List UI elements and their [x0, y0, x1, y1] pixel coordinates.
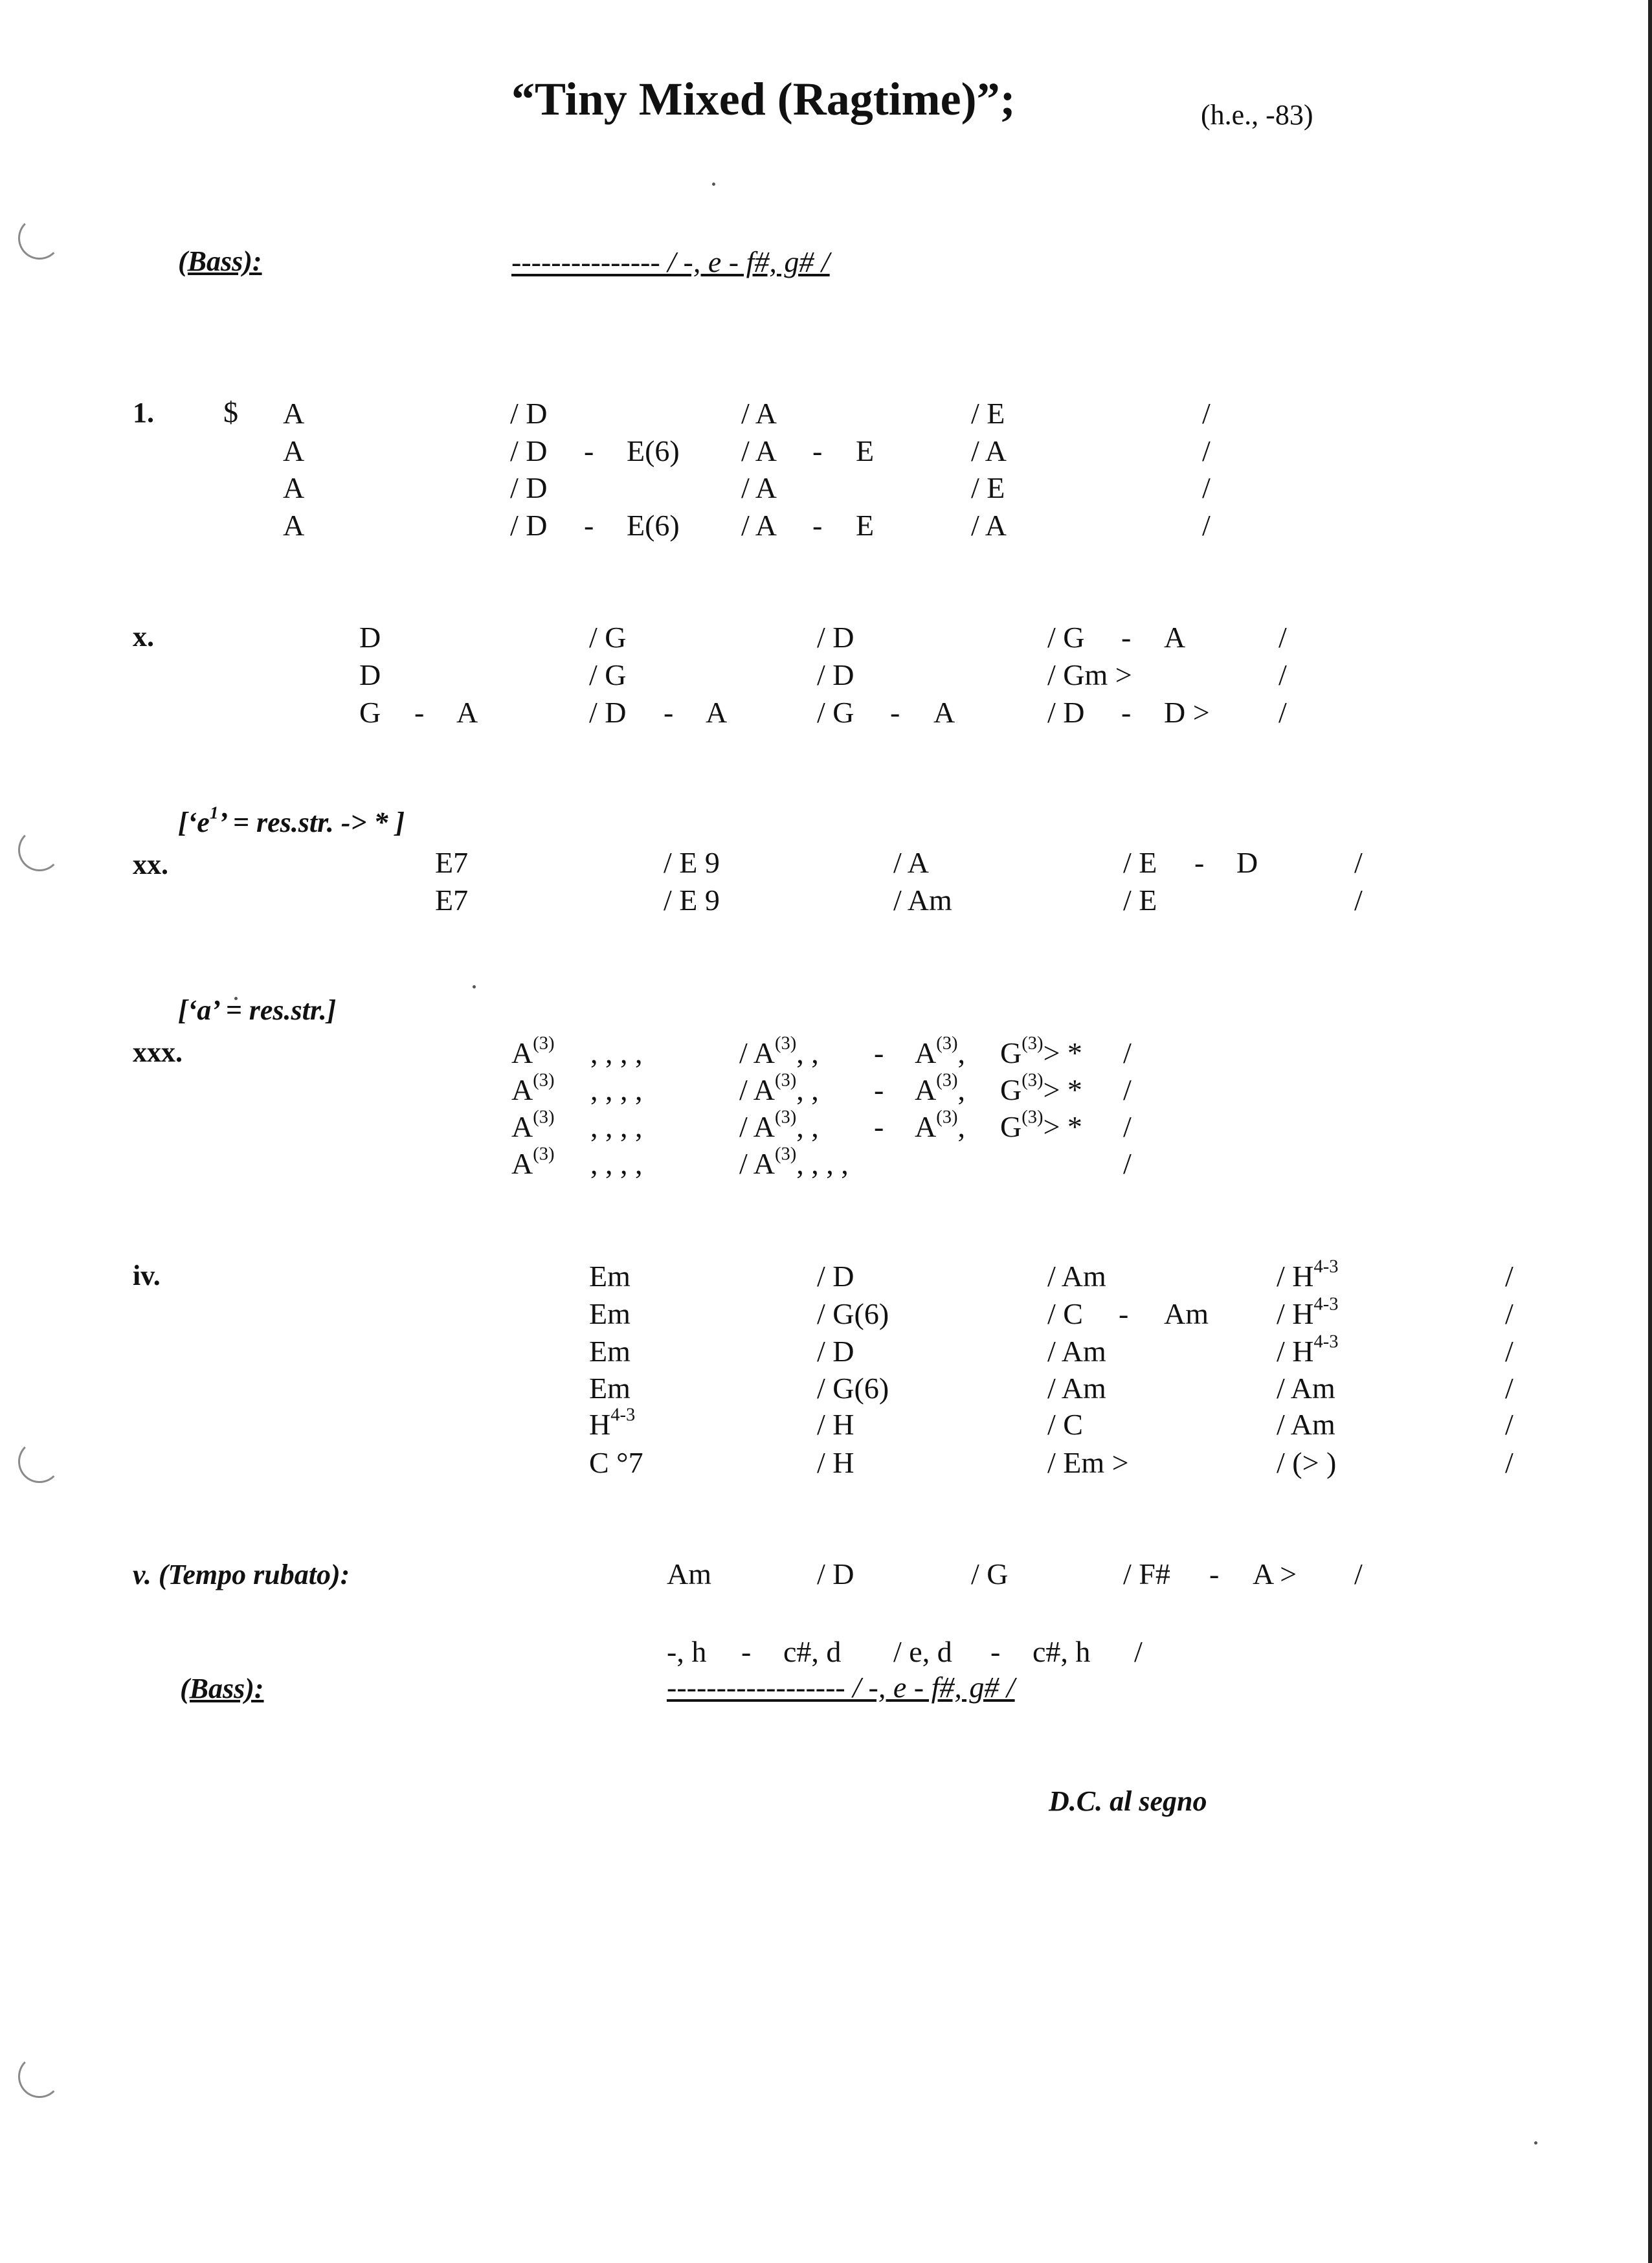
bar-line: / [1202, 434, 1211, 467]
chord: / Em > [1047, 1446, 1129, 1479]
dash: - [812, 434, 823, 467]
chord: / H [817, 1446, 854, 1479]
chord: $A^{(3)}$, [915, 1070, 965, 1106]
chord: A [706, 696, 728, 729]
chord: / A [893, 846, 929, 879]
chord: / D [817, 1557, 854, 1590]
chord: A [933, 696, 955, 729]
chord: / H [817, 1408, 854, 1441]
bar-line: / [1123, 1110, 1132, 1143]
chord: / (> ) [1277, 1446, 1337, 1479]
bar-line: / [1505, 1408, 1513, 1441]
dash: - [664, 696, 674, 729]
chord: Em [589, 1260, 631, 1293]
bar-line: / [1134, 1635, 1143, 1668]
punch-hole-mark [18, 217, 61, 260]
chord: / D [817, 1335, 854, 1368]
chord: E [856, 509, 875, 542]
dash: - [1194, 846, 1205, 879]
section-label: x. [133, 621, 154, 652]
chord: / G(6) [817, 1372, 889, 1405]
chord: Em [589, 1297, 631, 1330]
bar-line: / [1123, 1036, 1132, 1069]
chord: D [1236, 846, 1258, 879]
chord: D > [1164, 696, 1210, 729]
chord: / D [510, 471, 548, 504]
bar-line: / [1505, 1335, 1513, 1368]
chord: A > [1253, 1557, 1297, 1590]
dash: - [1121, 696, 1132, 729]
chord: / G [817, 696, 854, 729]
section-label: iv. [133, 1260, 161, 1291]
bar-line: / [1505, 1297, 1513, 1330]
chord: Em [589, 1335, 631, 1368]
punch-hole-mark [18, 2055, 61, 2098]
chord: / A [741, 397, 777, 430]
dash: - [890, 696, 900, 729]
chord: / A [741, 471, 777, 504]
bass-label: (Bass): [178, 245, 262, 277]
chord: E7 [435, 884, 469, 917]
dash: - [1119, 1297, 1129, 1330]
section-note: [‘$e^1$’ = res.str. -> * ] [178, 803, 405, 838]
scan-speck [473, 985, 476, 988]
page-title: “Tiny Mixed (Ragtime)”; [511, 73, 1016, 125]
section-label: xxx. [133, 1036, 183, 1068]
chord: / $H^{4-3}$ [1277, 1294, 1339, 1330]
chord: E7 [435, 846, 469, 879]
chord: G [359, 696, 381, 729]
chord: / Gm > [1047, 658, 1132, 691]
chord: A [456, 696, 478, 729]
dash: - [1121, 621, 1132, 654]
chord: / Am [893, 884, 952, 917]
chord: / A [971, 434, 1007, 467]
bar-line: / [1123, 1147, 1132, 1180]
repeat-commas: , , , , [590, 1110, 643, 1143]
chord: $A^{(3)}$ [511, 1033, 555, 1069]
chord: / E [1123, 884, 1157, 917]
chord: / A [741, 434, 777, 467]
chord: / Am [1047, 1335, 1106, 1368]
chord: / Am [1047, 1372, 1106, 1405]
dash: - [584, 509, 594, 542]
chord: / D [510, 509, 548, 542]
chord: / Am [1277, 1408, 1335, 1441]
chord: / D [817, 658, 854, 691]
chord: / G [589, 658, 627, 691]
chord: Am [1164, 1297, 1209, 1330]
chord: C °7 [589, 1446, 643, 1479]
chord: / D [510, 434, 548, 467]
chord: / F# [1123, 1557, 1170, 1590]
author-date: (h.e., -83) [1201, 99, 1313, 131]
chord: A [283, 397, 305, 430]
bass-line: ------------------ / -, e - f#, g# / [667, 1671, 1015, 1704]
chord: $H^{4-3}$ [589, 1405, 636, 1441]
chord: E(6) [627, 434, 680, 467]
chord: E [856, 434, 875, 467]
chord: $A^{(3)}$, [915, 1033, 965, 1069]
bar-line: / [1202, 471, 1211, 504]
chord: / E [1123, 846, 1157, 879]
repeat-commas: , , , , [590, 1036, 643, 1069]
bar-line: / [1278, 621, 1287, 654]
bar-line: / [1354, 884, 1363, 917]
chord: E(6) [627, 509, 680, 542]
chord: / Am [1047, 1260, 1106, 1293]
chord: / G [971, 1557, 1009, 1590]
punch-hole-mark [18, 1440, 61, 1483]
chord: $A^{(3)}$ [511, 1144, 555, 1180]
punch-hole-mark [18, 829, 61, 871]
bar-line: / [1354, 1557, 1363, 1590]
section-label: 1. [133, 397, 154, 429]
bar-line: / [1278, 658, 1287, 691]
chord: / E 9 [664, 884, 720, 917]
dash: - [812, 509, 823, 542]
chord: / $H^{4-3}$ [1277, 1332, 1339, 1368]
chord: / D [1047, 696, 1085, 729]
dash: - [990, 1635, 1001, 1668]
chord: / E 9 [664, 846, 720, 879]
chord: / E [971, 397, 1005, 430]
chord: / G [1047, 621, 1085, 654]
section-note: [‘a’ = res.str.] [178, 994, 337, 1026]
chord: / C [1047, 1408, 1083, 1441]
chord: / D [510, 397, 548, 430]
chord: / $A^{(3)}$, , [739, 1033, 819, 1069]
chord: A [283, 471, 305, 504]
bass-label: (Bass): [180, 1673, 264, 1704]
bar-line: / [1505, 1260, 1513, 1293]
bar-line: / [1354, 846, 1363, 879]
dash: - [741, 1635, 752, 1668]
chord: A [283, 509, 305, 542]
chord: $A^{(3)}$ [511, 1107, 555, 1143]
segno-sign: $ [223, 396, 238, 429]
chord: Am [667, 1557, 711, 1590]
chord: A [283, 434, 305, 467]
chord: $G^{(3)}>$ * [1000, 1107, 1082, 1143]
dash: - [1209, 1557, 1220, 1590]
chord: / D [817, 621, 854, 654]
bar-line: / [1202, 509, 1211, 542]
section-label: xx. [133, 849, 168, 880]
repeat-commas: , , , , [590, 1147, 643, 1180]
chord: / $A^{(3)}$, , [739, 1070, 819, 1106]
chord: / G(6) [817, 1297, 889, 1330]
melody-notes: / e, d [893, 1635, 952, 1668]
melody-notes: -, h [667, 1635, 707, 1668]
chord: / D [817, 1260, 854, 1293]
chord: Em [589, 1372, 631, 1405]
chord: D [359, 621, 381, 654]
chord: $G^{(3)}>$ * [1000, 1070, 1082, 1106]
dash: - [584, 434, 594, 467]
coda-instruction: D.C. al segno [1049, 1785, 1207, 1817]
repeat-commas: , , , , [590, 1073, 643, 1106]
bar-line: / [1202, 397, 1211, 430]
bass-line: --------------- / -, e - f#, g# / [511, 245, 830, 278]
dash: - [874, 1110, 884, 1143]
chord: $A^{(3)}$, [915, 1107, 965, 1143]
scan-speck [712, 183, 715, 186]
bar-line: / [1278, 696, 1287, 729]
chord: / A [741, 509, 777, 542]
section-label: v. (Tempo rubato): [133, 1559, 350, 1590]
dash: - [874, 1073, 884, 1106]
bar-line: / [1505, 1446, 1513, 1479]
dash: - [414, 696, 425, 729]
dash: - [874, 1036, 884, 1069]
chord: / Am [1277, 1372, 1335, 1405]
chord: / G [589, 621, 627, 654]
chord: A [1164, 621, 1186, 654]
chord: $A^{(3)}$ [511, 1070, 555, 1106]
melody-notes: c#, d [783, 1635, 842, 1668]
chord: / A [971, 509, 1007, 542]
chord: / E [971, 471, 1005, 504]
bar-line: / [1505, 1372, 1513, 1405]
chord: D [359, 658, 381, 691]
melody-notes: c#, h [1032, 1635, 1091, 1668]
scan-speck [1534, 2141, 1537, 2145]
chord: $G^{(3)}>$ * [1000, 1033, 1082, 1069]
chord: / $A^{(3)}$, , , , [739, 1144, 849, 1180]
chord: / C [1047, 1297, 1083, 1330]
chord: / $A^{(3)}$, , [739, 1107, 819, 1143]
bar-line: / [1123, 1073, 1132, 1106]
chord: / $H^{4-3}$ [1277, 1256, 1339, 1293]
chord: / D [589, 696, 627, 729]
scan-edge-line [1648, 0, 1652, 2263]
